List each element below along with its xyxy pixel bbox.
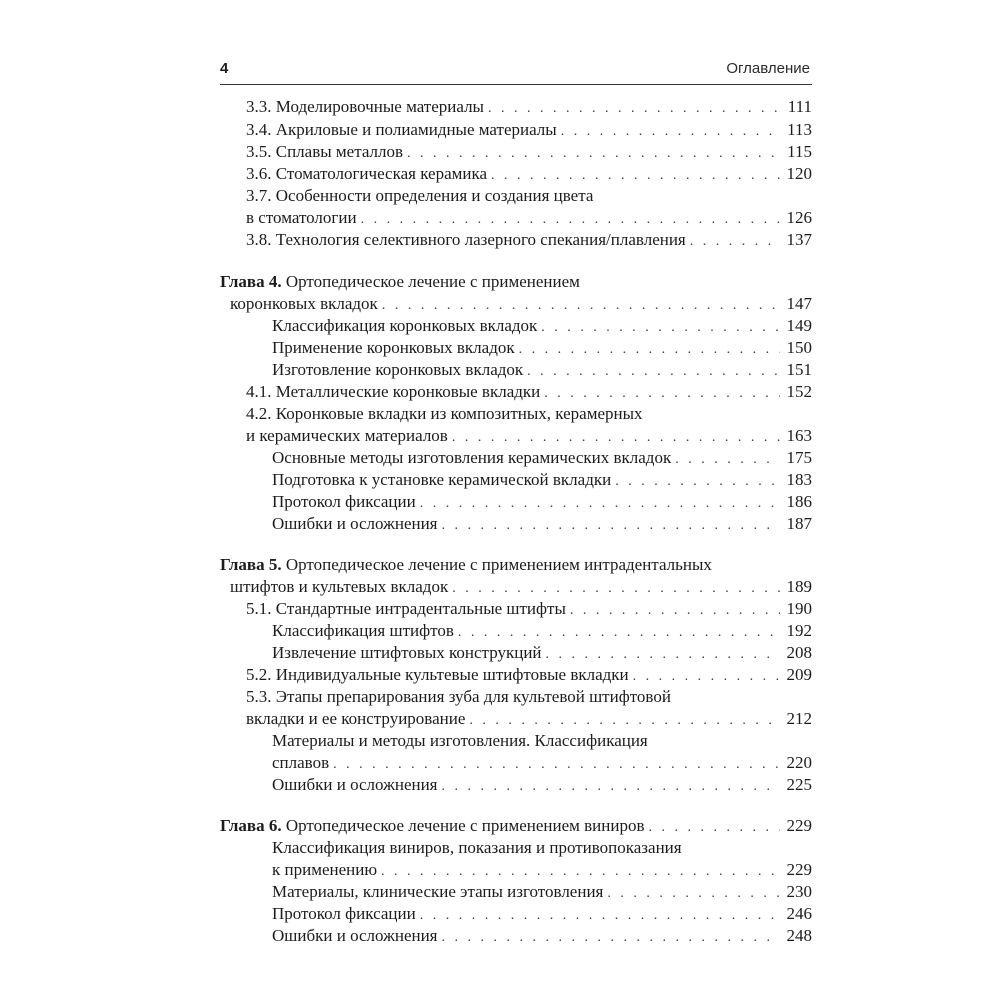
running-title: Оглавление: [726, 60, 810, 77]
toc-entry-page: 111: [787, 97, 812, 116]
toc-entry-title-line: 5.3. Этапы препарирования зуба для культевой штифтовой: [246, 687, 671, 706]
toc-entry: [246, 119, 812, 143]
toc-entry-page: 113: [787, 120, 812, 139]
toc-entry-page: 115: [787, 142, 812, 161]
toc-entry-page: 248: [786, 926, 812, 945]
toc-entry: [246, 381, 812, 405]
toc-entry-title: 5.1. Стандартные интрадентальные штифты: [246, 599, 566, 618]
toc-entry-page: 120: [786, 164, 812, 183]
toc-entry-page: 163: [786, 426, 812, 445]
toc-entry: [220, 815, 812, 839]
toc-entry-title: в стоматологии: [246, 208, 357, 227]
toc-entry-page: 190: [786, 599, 812, 618]
toc-entry: [272, 642, 812, 666]
toc-entry-page: 208: [786, 643, 812, 662]
toc-entry-page: 229: [786, 816, 812, 835]
toc-entry-title: 4.1. Металлические коронковые вкладки: [246, 382, 541, 401]
toc-entry-title: Подготовка к установке керамической вкладки: [272, 470, 612, 489]
chapter-title: Ортопедическое лечение с применением интрадентальных: [285, 555, 712, 574]
toc-entry-page: 150: [786, 338, 812, 357]
toc-entry-title-line: 4.2. Коронковые вкладки из композитных, керамерных: [246, 404, 643, 423]
toc-entry-title: 3.8. Технология селективного лазерного спекания/плавления: [246, 230, 686, 249]
toc-entry: [272, 359, 812, 383]
toc-entry-page: 175: [786, 448, 812, 467]
toc-entry: [272, 925, 812, 949]
toc-entry-title: сплавов: [272, 753, 330, 772]
toc-entry-page: 147: [786, 294, 812, 313]
toc-entry: [246, 229, 812, 253]
toc-entry: [246, 163, 812, 187]
toc-entry-title: Изготовление коронковых вкладок: [272, 360, 524, 379]
toc-entry: [272, 469, 812, 493]
toc-entry-title: и керамических материалов: [246, 426, 448, 445]
toc-entry: [246, 425, 812, 449]
page-number: 4: [220, 60, 229, 77]
toc-entry-title: штифтов и культевых вкладок: [230, 577, 449, 596]
toc-entry: [230, 576, 812, 600]
chapter-label: Глава 5.: [220, 555, 282, 574]
chapter-label: Глава 4.: [220, 272, 282, 291]
toc-entry-title-line: Материалы и методы изготовления. Классификация: [272, 731, 648, 750]
toc-entry-page: 229: [786, 860, 812, 879]
toc-entry: [246, 664, 812, 688]
toc-entry-page: 183: [786, 470, 812, 489]
toc-entry: [272, 881, 812, 905]
chapter-title: Ортопедическое лечение с применением: [285, 272, 580, 291]
toc-entry-title: Ошибки и осложнения: [272, 514, 438, 533]
toc-entry: [272, 903, 812, 927]
toc-entry-page: 230: [786, 882, 812, 901]
toc-entry-title: Протокол фиксации: [272, 492, 416, 511]
toc-entry-title: Протокол фиксации: [272, 904, 416, 923]
chapter-heading: [220, 554, 712, 576]
toc-entry-title: Ошибки и осложнения: [272, 775, 438, 794]
toc-entry-title: Материалы, клинические этапы изготовления: [272, 882, 604, 901]
toc-entry: [246, 141, 812, 165]
toc-entry-title: 5.2. Индивидуальные культевые штифтовые вкладки: [246, 665, 629, 684]
toc-entry-page: 209: [786, 665, 812, 684]
toc-entry-title: 3.3. Моделировочные материалы: [246, 97, 484, 116]
toc-entry: [272, 859, 812, 883]
toc-entry: [246, 96, 812, 120]
toc-entry-page: 149: [786, 316, 812, 335]
toc-entry-title: 3.6. Стоматологическая керамика: [246, 164, 488, 183]
chapter-label: Глава 6.: [220, 816, 282, 835]
toc-entry-title: 3.5. Сплавы металлов: [246, 142, 404, 161]
toc-entry-page: 212: [786, 709, 812, 728]
toc-entry: [272, 491, 812, 515]
chapter-title: Ортопедическое лечение с применением виниров: [285, 816, 645, 835]
toc-entry-title: к применению: [272, 860, 378, 879]
toc-entry-page: 220: [786, 753, 812, 772]
toc-entry-page: 137: [786, 230, 812, 249]
chapter-heading: [220, 815, 645, 837]
toc-entry-title-line: Классификация виниров, показания и противопоказания: [272, 838, 682, 857]
toc-entry-title: 3.4. Акриловые и полиамидные материалы: [246, 120, 557, 139]
toc-entry-page: 192: [786, 621, 812, 640]
toc-entry-title: вкладки и ее конструирование: [246, 709, 466, 728]
toc-entry-title: Основные методы изготовления керамических вкладок: [272, 448, 672, 467]
toc-entry-page: 225: [786, 775, 812, 794]
toc-entry: [272, 447, 812, 471]
toc-entry-title: Классификация коронковых вкладок: [272, 316, 538, 335]
chapter-heading: [220, 271, 580, 293]
toc-entry: [246, 598, 812, 622]
toc-entry-page: 152: [786, 382, 812, 401]
toc-entry-title: Извлечение штифтовых конструкций: [272, 643, 542, 662]
toc-entry: [230, 293, 812, 317]
toc-entry-title: коронковых вкладок: [230, 294, 378, 313]
toc-entry-title: Ошибки и осложнения: [272, 926, 438, 945]
toc-entry: [272, 774, 812, 798]
toc-entry-title: Применение коронковых вкладок: [272, 338, 515, 357]
toc-entry-page: 151: [786, 360, 812, 379]
toc-entry-page: 189: [786, 577, 812, 596]
toc-entry: [246, 708, 812, 732]
toc-entry: [272, 513, 812, 537]
toc-entry-title: Классификация штифтов: [272, 621, 454, 640]
toc-entry: [272, 752, 812, 776]
toc-entry-page: 186: [786, 492, 812, 511]
toc-entry-page: 246: [786, 904, 812, 923]
toc-entry-page: 126: [786, 208, 812, 227]
toc-entry: [246, 207, 812, 231]
toc-entry: [272, 337, 812, 361]
toc-entry: [272, 315, 812, 339]
toc-entry: [272, 620, 812, 644]
toc-entry-title-line: 3.7. Особенности определения и создания цвета: [246, 186, 594, 205]
toc-entry-page: 187: [786, 514, 812, 533]
